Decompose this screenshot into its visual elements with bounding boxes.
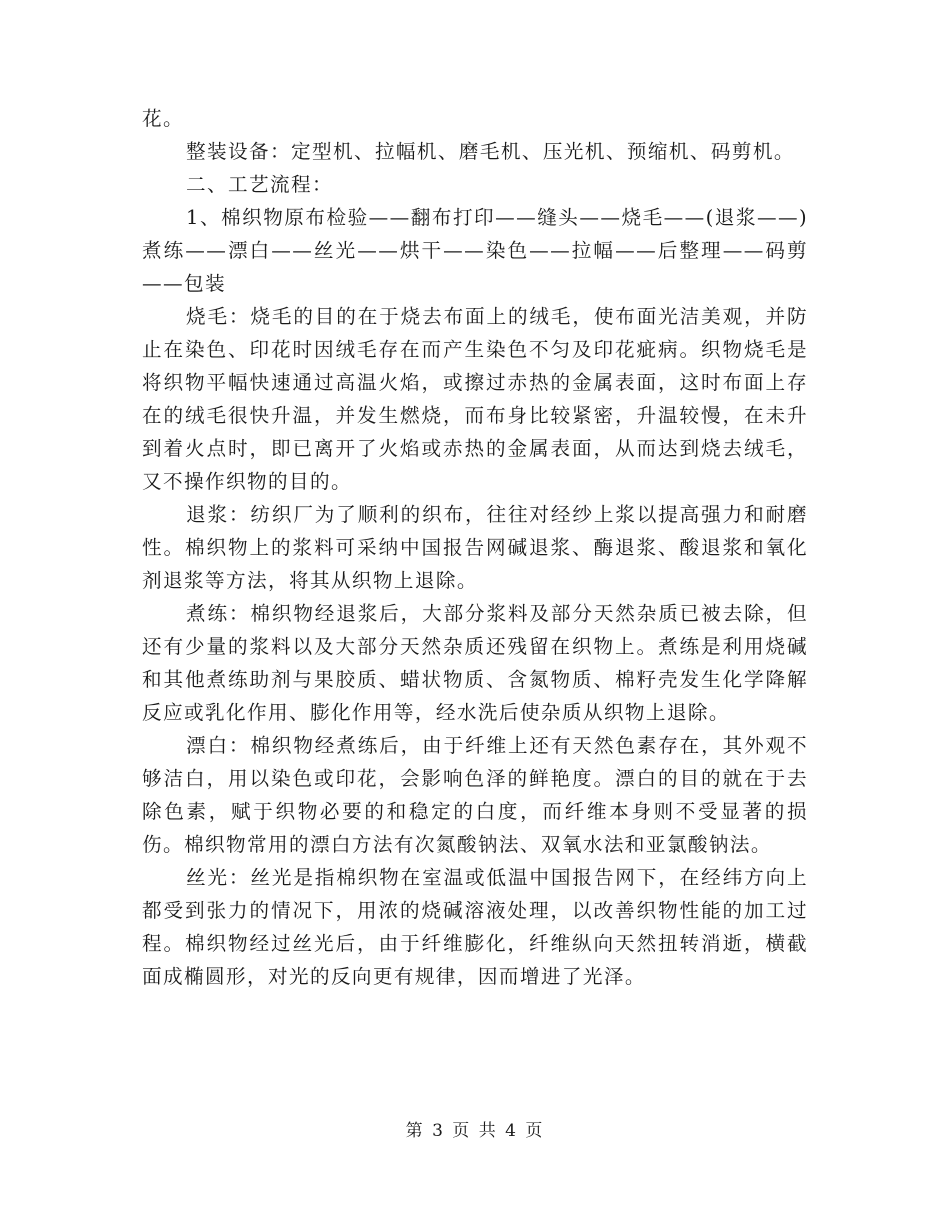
paragraph-process-steps: 1、棉织物原布检验——翻布打印——缝头——烧毛——(退浆——)煮练——漂白——丝光——烘干——染色——拉幅——后整理——码剪——包装 [142, 206, 808, 295]
section-heading-process-flow: 二、工艺流程： [186, 173, 333, 196]
page-number-footer: 第 3 页 共 4 页 [405, 1121, 545, 1141]
paragraph-singeing: 烧毛：烧毛的目的在于烧去布面上的绒毛，使布面光洁美观，并防止在染色、印花时因绒毛存在而产生染色不匀及印花疵病。织物烧毛是将织物平幅快速通过高温火焰，或擦过赤热的金属表面，这时布面上存在的绒毛很快升温，并发生燃烧，而布身比较紧密，升温较慢，在未升到着火点时，即已离开了火焰或赤热的金属表面，从而达到烧去绒毛，又不操作织物的目的。 [142, 305, 808, 493]
paragraph-bleaching: 漂白：棉织物经煮练后，由于纤维上还有天然色素存在，其外观不够洁白，用以染色或印花，会影响色泽的鲜艳度。漂白的目的就在于去除色素，赋于织物必要的和稳定的白度，而纤维本身则不受显著的损伤。棉织物常用的漂白方法有次氮酸钠法、双氧水法和亚氯酸钠法。 [142, 734, 808, 856]
paragraph-desizing: 退浆：纺织厂为了顺利的织布，往往对经纱上浆以提高强力和耐磨性。棉织物上的浆料可采纳中国报告网碱退浆、酶退浆、酸退浆和氧化剂退浆等方法，将其从织物上退除。 [142, 503, 808, 592]
paragraph-finishing-equipment: 整装设备：定型机、拉幅机、磨毛机、压光机、预缩机、码剪机。 [186, 140, 795, 163]
paragraph-continuation: 花。 [142, 107, 184, 130]
document-body [142, 102, 808, 993]
paragraph-scouring: 煮练：棉织物经退浆后，大部分浆料及部分天然杂质已被去除，但还有少量的浆料以及大部分天然杂质还残留在织物上。煮练是利用烧碱和其他煮练助剂与果胶质、蜡状物质、含氮物质、棉籽壳发生化学降解反应或乳化作用、膨化作用等，经水洗后使杂质从织物上退除。 [142, 602, 808, 724]
paragraph-mercerizing: 丝光：丝光是指棉织物在室温或低温中国报告网下，在经纬方向上都受到张力的情况下，用浓的烧碱溶液处理，以改善织物性能的加工过程。棉织物经过丝光后，由于纤维膨化，纤维纵向天然扭转消逝，横截面成椭圆形，对光的反向更有规律，因而增进了光泽。 [142, 866, 808, 988]
